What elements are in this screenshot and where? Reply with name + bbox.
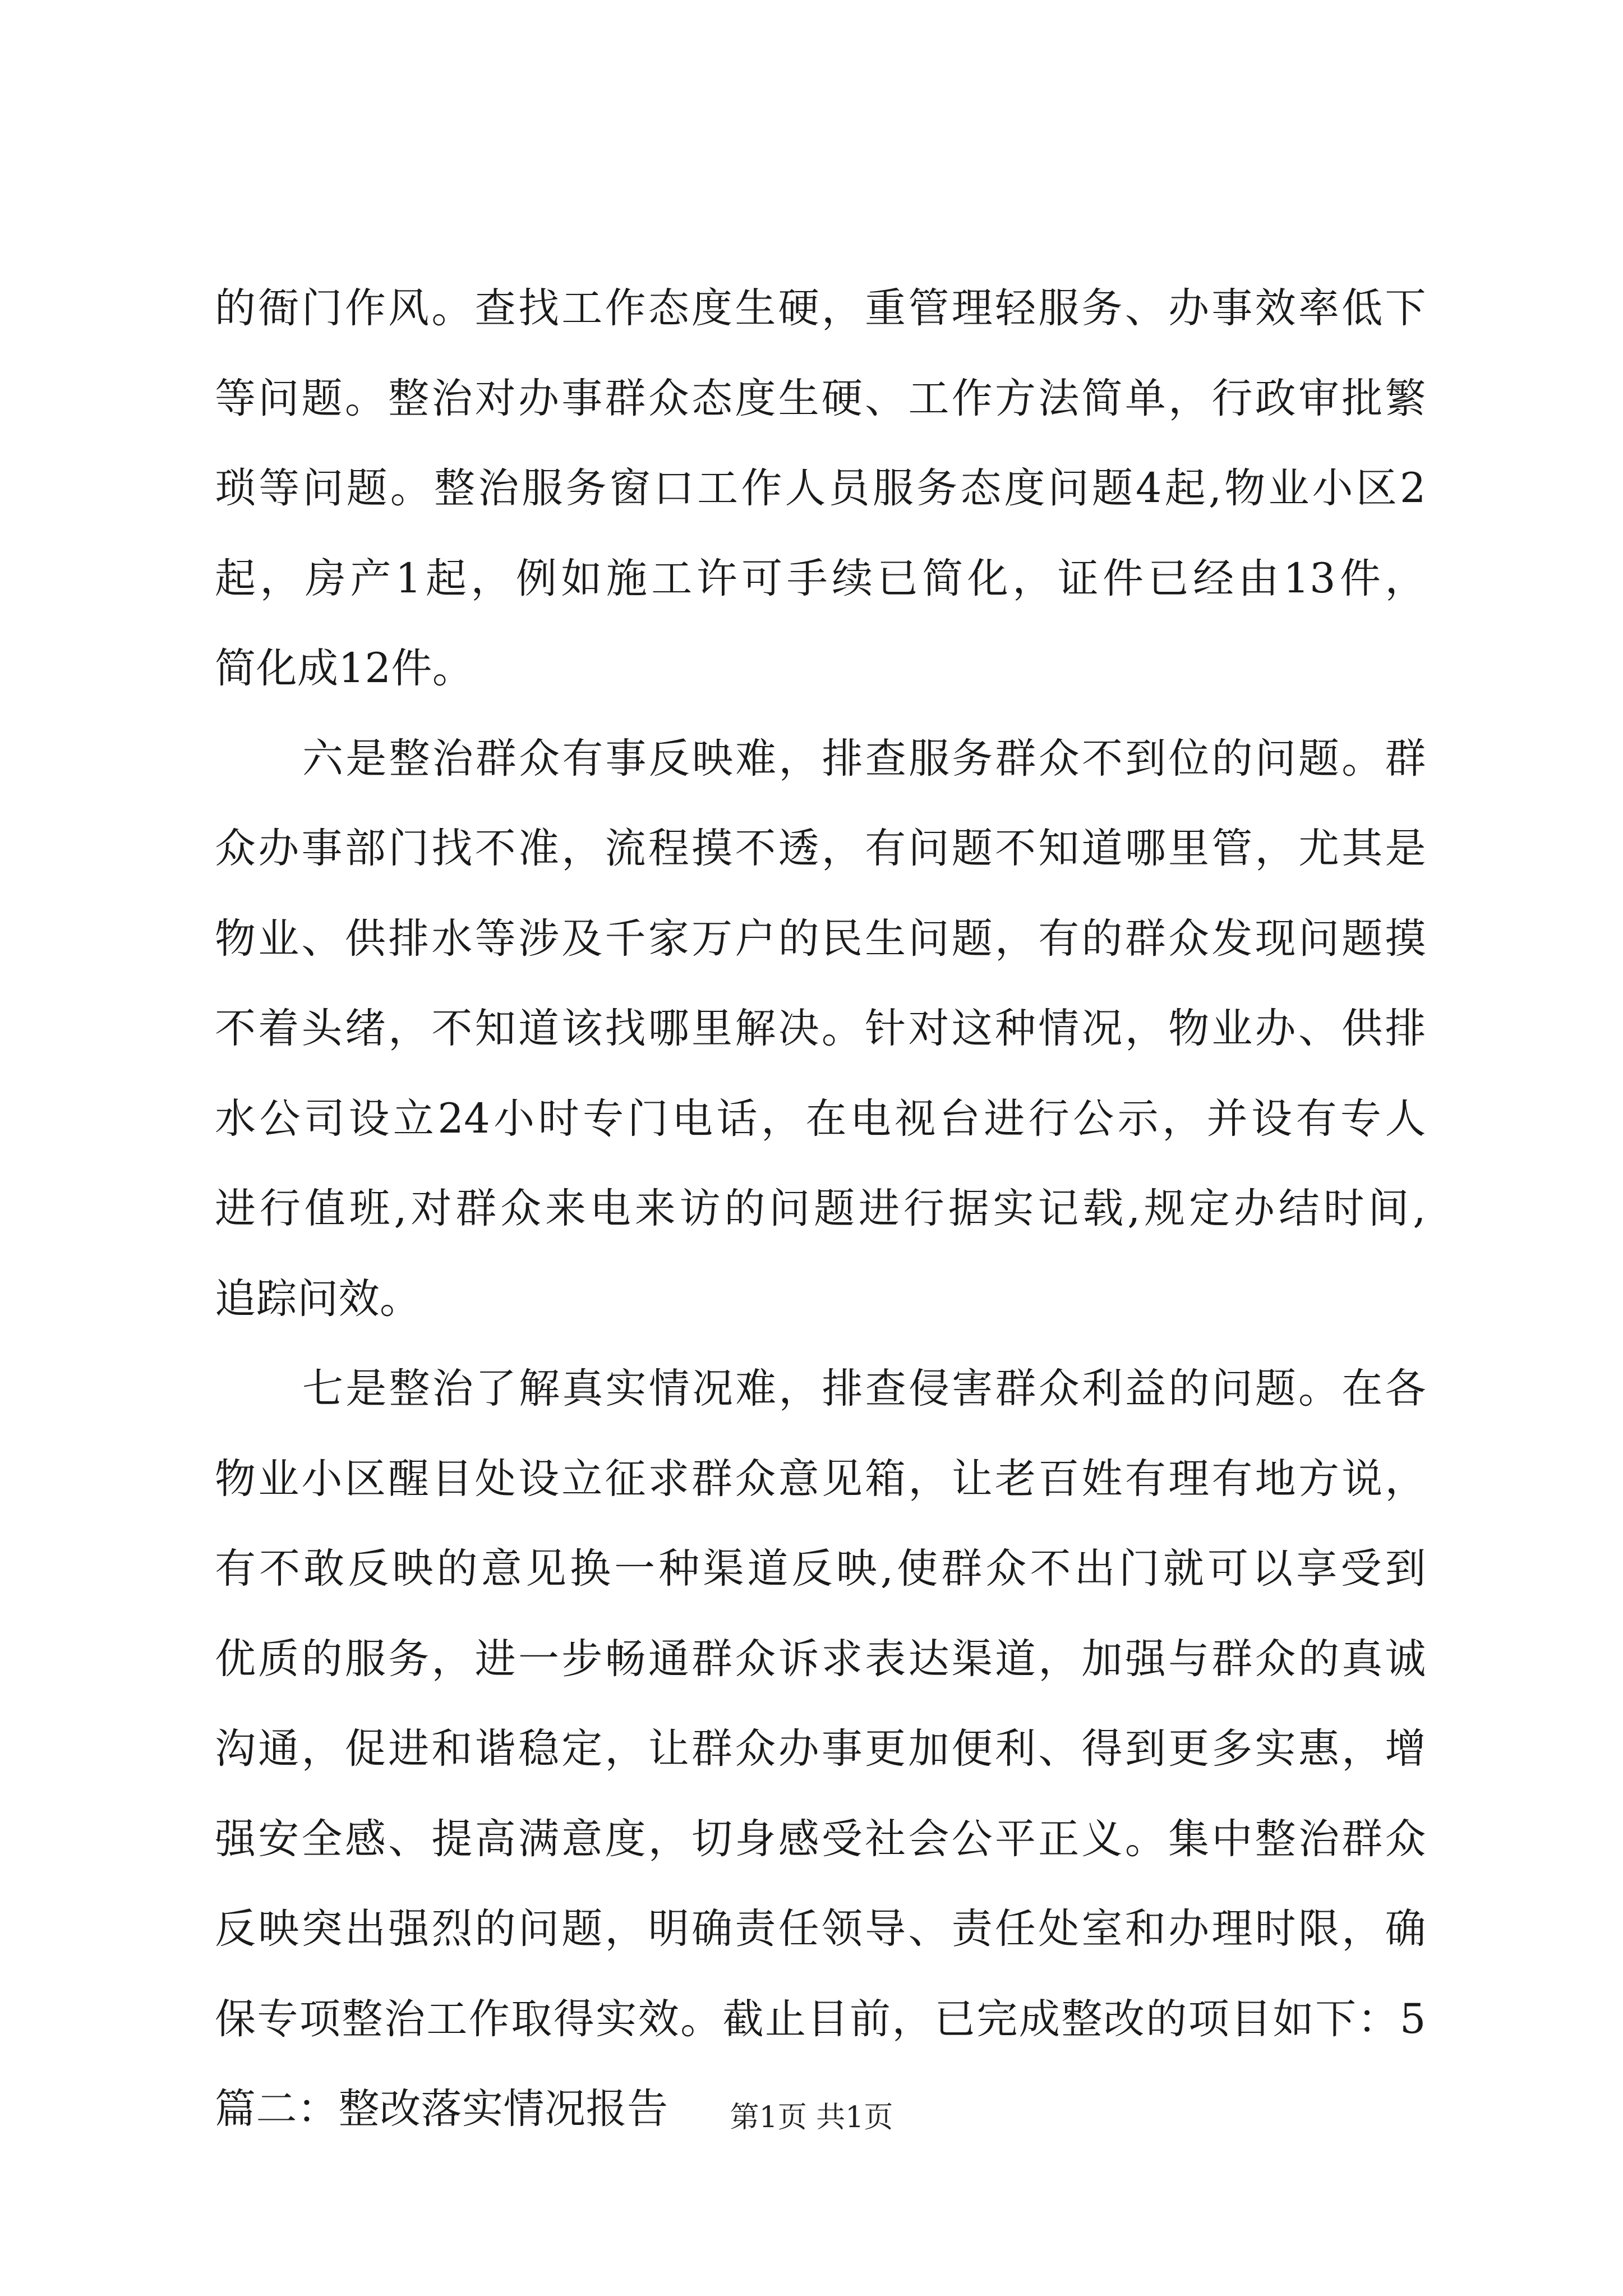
- paragraph-first-line: 七是整治了解真实情况难，排查侵害群众利益的问题。在各: [302, 1365, 1426, 1412]
- text-line: 简化成12件。: [215, 645, 474, 692]
- text-line: 的衙门作风。查找工作态度生硬，重管理轻服务、办事效率低下: [215, 284, 1426, 332]
- text-line: 琐等问题。整治服务窗口工作人员服务态度问题4起,物业小区2: [215, 464, 1426, 512]
- text-line: 追踪问效。: [215, 1274, 421, 1323]
- text-line: 众办事部门找不准，流程摸不透，有问题不知道哪里管，尤其是: [215, 825, 1426, 872]
- text-line: 物业、供排水等涉及千家万户的民生问题，有的群众发现问题摸: [215, 914, 1426, 963]
- text-line: 起，房产1起，例如施工许可手续已简化，证件已经由13件，: [215, 554, 1426, 602]
- text-line: 有不敢反映的意见换一种渠道反映,使群众不出门就可以享受到: [215, 1545, 1426, 1593]
- text-line: 保专项整治工作取得实效。截止目前，已完成整改的项目如下：5: [215, 1995, 1426, 2043]
- text-line: 优质的服务，进一步畅通群众诉求表达渠道，加强与群众的真诚: [215, 1635, 1426, 1683]
- page-footer: 第1页 共1页: [730, 2101, 893, 2134]
- text-line: 反映突出强烈的问题，明确责任领导、责任处室和办理时限，确: [215, 1905, 1426, 1953]
- text-line: 不着头绪，不知道该找哪里解决。针对这种情况，物业办、供排: [215, 1005, 1426, 1052]
- text-line: 强安全感、提高满意度，切身感受社会公平正义。集中整治群众: [215, 1815, 1426, 1863]
- text-line: 等问题。整治对办事群众态度生硬、工作方法简单，行政审批繁: [215, 374, 1426, 422]
- text-line: 物业小区醒目处设立征求群众意见箱，让老百姓有理有地方说，: [215, 1455, 1426, 1503]
- text-line: 进行值班,对群众来电来访的问题进行据实记载,规定办结时间,: [215, 1185, 1426, 1232]
- section-heading: 篇二：整改落实情况报告: [215, 2085, 668, 2133]
- text-line: 沟通，促进和谐稳定，让群众办事更加便利、得到更多实惠，增: [215, 1725, 1426, 1773]
- document-body: [215, 264, 1426, 2155]
- text-line: 水公司设立24小时专门电话，在电视台进行公示，并设有专人: [215, 1094, 1426, 1143]
- paragraph-first-line: 六是整治群众有事反映难，排查服务群众不到位的问题。群: [302, 734, 1426, 783]
